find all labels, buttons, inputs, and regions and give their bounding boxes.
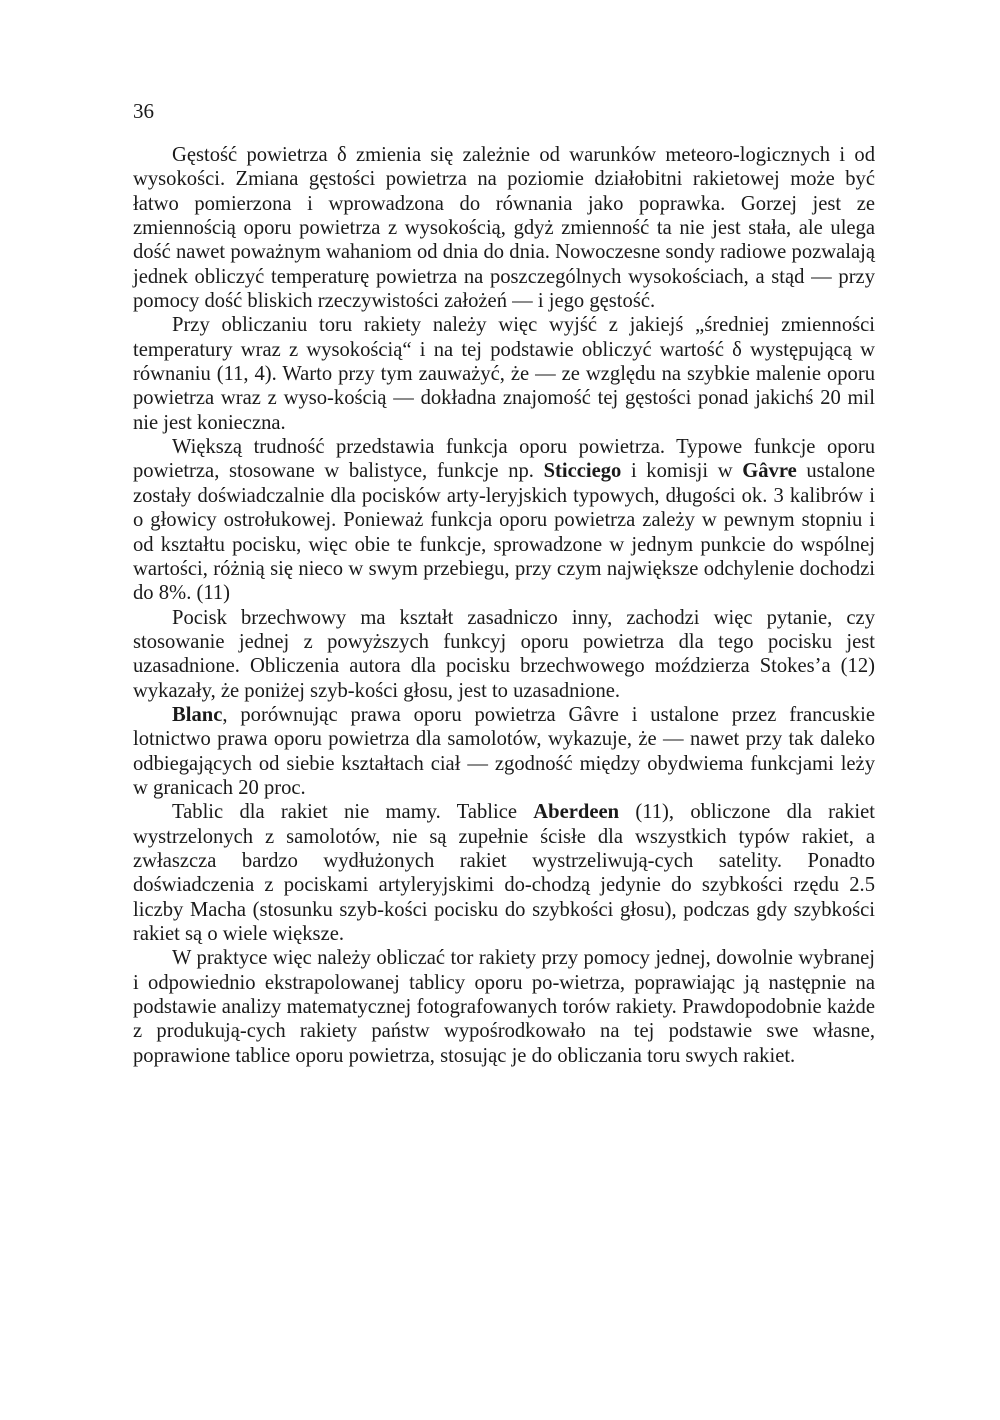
paragraph-density <box>133 143 875 313</box>
text-run: ustalone zostały doświadczalnie dla pocisków arty-leryjskich typowych, długości ok. 3 kalibrów i o głowicy ostrołukowej. Ponieważ funkcja oporu powietrza zależy w pewnym stopniu i od kształtu pocisku, więc obie te funkcje, sprowadzone w jednym punkcie do wspólnej wartości, różnią się nieco w swym przebiegu, przy czym największe odchylenie dochodzi do 8%. (11) <box>133 460 875 605</box>
paragraph-aberdeen-tables <box>133 800 875 946</box>
paragraph-drag-functions <box>133 435 875 605</box>
bold-term: Blanc <box>172 703 223 726</box>
text-run: (11), obliczone dla rakiet wystrzelonych z samolotów, nie są zupełnie ścisłe dla wszystkich typów rakiet, a zwłaszcza bardzo wydłużonych rakiet wystrzeliwują-cych satelity. Ponadto doświadczenia z pociskami artyleryjskimi do-chodzą jedynie do szybkości rzędu 2.5 liczby Macha (stosunku szyb-kości pocisku do szybkości głosu), podczas gdy szybkości rakiet są o wiele większe. <box>133 801 875 945</box>
paragraph-trajectory-calculation <box>133 313 875 435</box>
text-run: Przy obliczaniu toru rakiety należy więc wyjść z jakiejś „średniej zmienności temperatury wraz z wysokością“ i na tej podstawie obliczyć wartość δ występującą w równaniu (11, 4). Warto przy tym zauważyć, że — ze względu na szybkie malenie oporu powietrza wraz z wyso-kością — dokładna znajomość tej gęstości ponad jakichś 20 mil nie jest konieczna. <box>133 314 875 434</box>
text-run: Większą trudność przedstawia funkcja oporu powietrza. Typowe funkcje oporu powietrza, stosowane w balistyce, funkcje np. <box>133 436 875 483</box>
text-run: i komisji w <box>621 460 743 483</box>
bold-term: Sticciego <box>543 460 622 483</box>
paragraph-blanc <box>133 703 875 800</box>
page-number: 36 <box>133 99 154 123</box>
paragraph-finned-projectile <box>133 606 875 703</box>
bold-term: Aberdeen <box>533 801 620 824</box>
text-run: , porównując prawa oporu powietrza Gâvre i ustalone przez francuskie lotnictwo prawa oporu powietrza dla samolotów, wykazuje, że — nawet przy tak daleko odbiegających od siebie kształtach ciał — zgodność między obydwiema funkcjami leży w granicach 20 proc. <box>133 703 875 799</box>
body-text <box>133 143 875 1068</box>
text-run: Gęstość powietrza δ zmienia się zależnie od warunków meteoro-logicznych i od wysokości. Zmiana gęstości powietrza na poziomie działobitni rakietowej może być łatwo pomierzona i wprowadzona do równania jako poprawka. Gorzej jest ze zmiennością oporu powietrza z wysokością, gdyż zmienność ta nie jest stała, ale ulega dość nawet poważnym wahaniom od dnia do dnia. Nowoczesne sondy radiowe pozwalają jednek obliczyć temperaturę powietrza na poszczególnych wysokościach, a stąd — przy pomocy dość bliskich rzeczywistości założeń — i jego gęstość. <box>133 144 875 313</box>
text-run: Pocisk brzechwowy ma kształt zasadniczo inny, zachodzi więc pytanie, czy stosowanie jednej z powyższych funkcyj oporu powietrza dla tego pocisku jest uzasadnione. Obliczenia autora dla pocisku brzechwowego moździerza Stokes’a (12) wykazały, że poniżej szyb-kości głosu, jest to uzasadnione. <box>133 606 875 702</box>
text-run: W praktyce więc należy obliczać tor rakiety przy pomocy jednej, dowolnie wybranej i odpowiednio ekstrapolowanej tablicy oporu po-wietrza, poprawiając ją następnie na podstawie analizy matematycznej fotografowanych torów rakiety. Prawdopodobnie każde z produkują-cych rakiety państw wypośrodkowało na tej podstawie swe własne, poprawione tablice oporu powietrza, stosując je do obliczania toru swych rakiet. <box>133 947 875 1067</box>
text-run: Tablic dla rakiet nie mamy. Tablice <box>172 801 534 824</box>
bold-term: Gâvre <box>742 460 797 483</box>
paragraph-practice <box>133 946 875 1068</box>
